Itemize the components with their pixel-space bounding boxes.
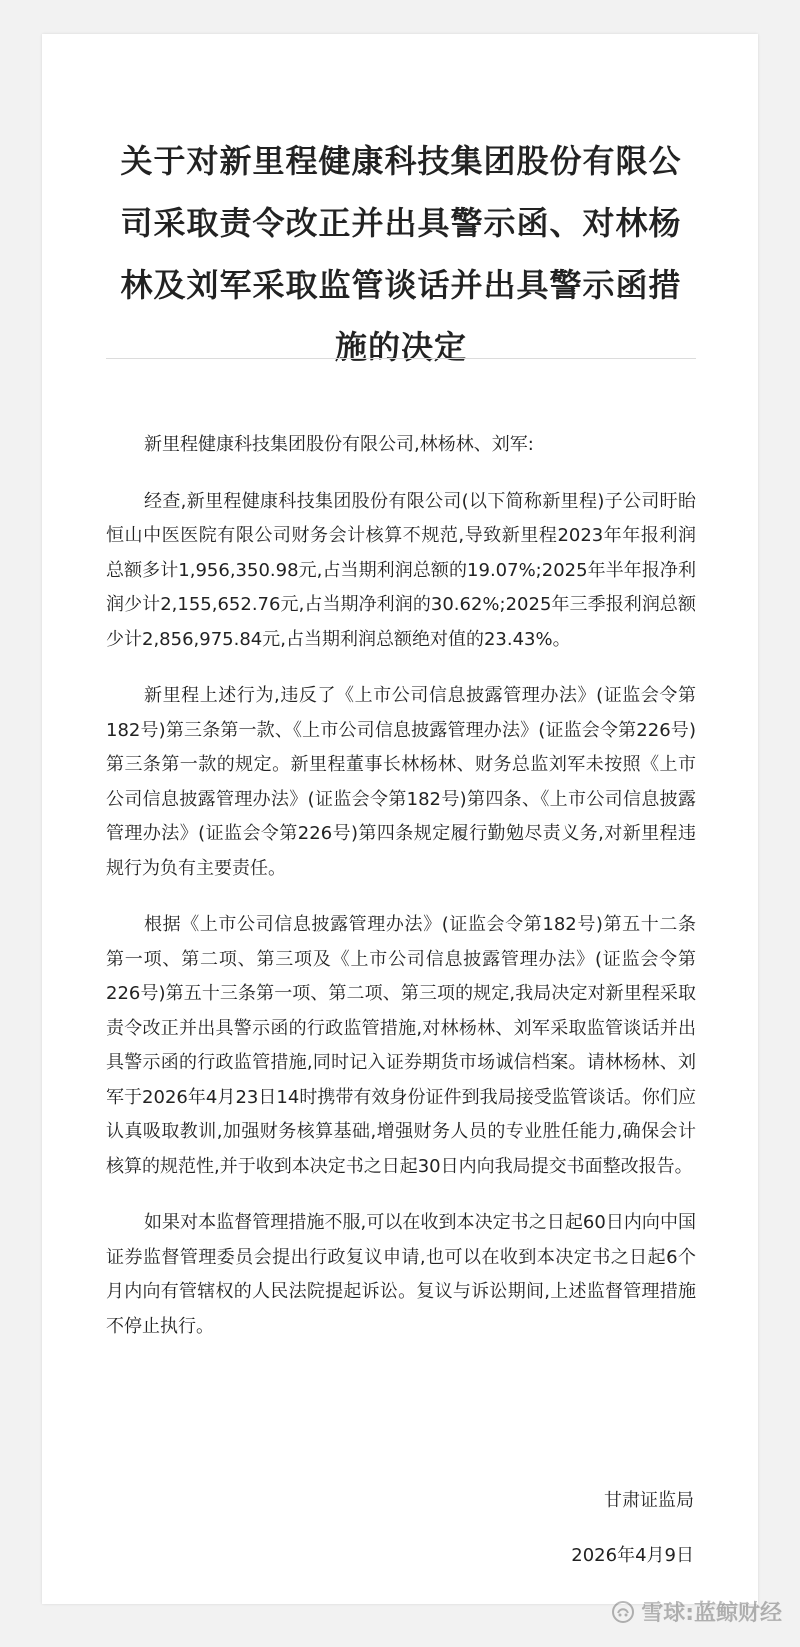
salutation: 新里程健康科技集团股份有限公司,林杨林、刘军: [144,434,534,455]
watermark [611,1596,782,1627]
issuer-signature: 甘肃证监局 [604,1490,694,1511]
document-body [106,428,696,1366]
paragraph-decision: 根据《上市公司信息披露管理办法》(证监会令第182号)第五十二条第一项、第二项、第三项及《上市公司信息披露管理办法》(证监会令第226号)第五十三条第一项、第二项、第三项的规定,我局决定对新里程采取责令改正并出具警示函的行政监管措施,对林杨林、刘军采取监管谈话并出具警示函的行政监管措施,同时记入证券期货市场诚信档案。请林杨林、刘军于2026年4月23日14时携带有效身份证件到我局接受监管谈话。你们应认真吸取教训,加强财务核算基础,增强财务人员的专业胜任能力,确保会计核算的规范性,并于收到本决定书之日起30日内向我局提交书面整改报告。 [106,914,696,1177]
paragraph-appeal: 如果对本监督管理措施不服,可以在收到本决定书之日起60日内向中国证券监督管理委员会提出行政复议申请,也可以在收到本决定书之日起6个月内向有管辖权的人民法院提起诉讼。复议与诉讼期间,上述监督管理措施不停止执行。 [106,1212,696,1337]
paragraph-findings: 经查,新里程健康科技集团股份有限公司(以下简称新里程)子公司盱眙恒山中医医院有限公司财务会计核算不规范,导致新里程2023年年报利润总额多计1,956,350.98元,占当期利润总额的19.07%;2025年半年报净利润少计2,155,652.76元,占当期净利润的30.62%;2025年三季报利润总额少计2,856,975.84元,占当期利润总额绝对值的23.43%。 [106,490,696,650]
issue-date: 2026年4月9日 [571,1545,694,1566]
title-divider [106,358,696,359]
watermark-text: 雪球:蓝鲸财经 [641,1601,782,1626]
snowball-logo-icon [611,1600,635,1624]
paragraph-violations: 新里程上述行为,违反了《上市公司信息披露管理办法》(证监会令第182号)第三条第一款、《上市公司信息披露管理办法》(证监会令第226号)第三条第一款的规定。新里程董事长林杨林、财务总监刘军未按照《上市公司信息披露管理办法》(证监会令第182号)第四条、《上市公司信息披露管理办法》(证监会令第226号)第四条规定履行勤勉尽责义务,对新里程违规行为负有主要责任。 [106,685,696,879]
document-title: 关于对新里程健康科技集团股份有限公司采取责令改正并出具警示函、对林杨林及刘军采取监管谈话并出具警示函措施的决定 [120,142,682,366]
document-card [42,34,758,1604]
